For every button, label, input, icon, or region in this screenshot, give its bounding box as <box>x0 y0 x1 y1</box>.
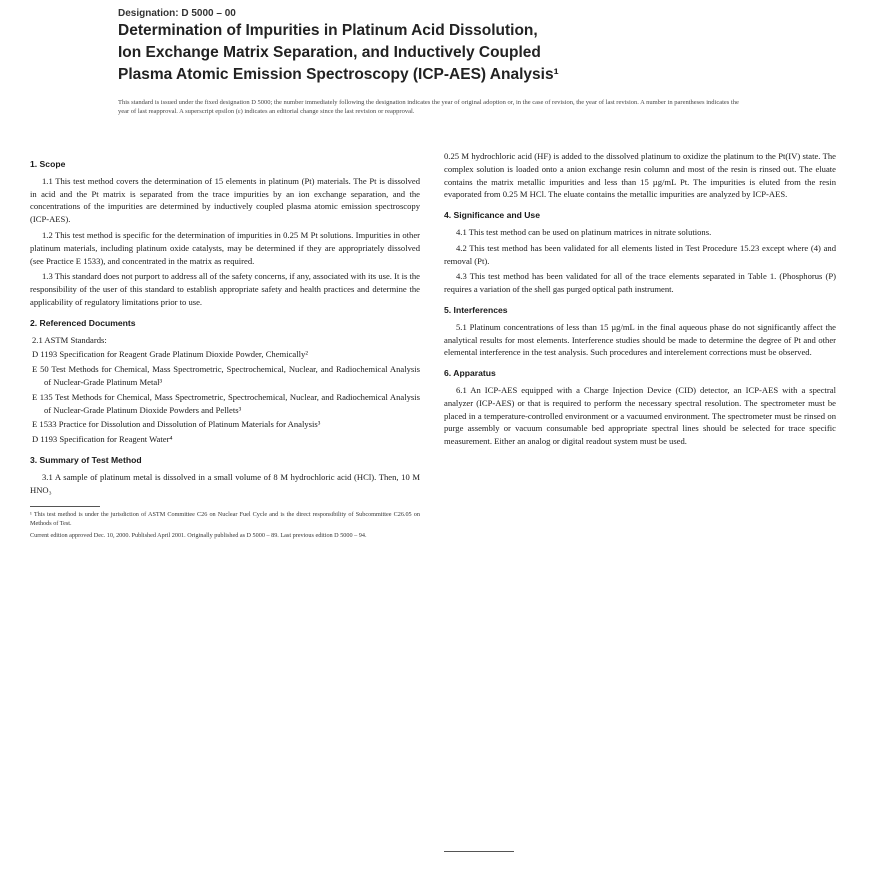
reference-item: D 1193 Specification for Reagent Grade Platinum Dioxide Powder, Chemically² <box>32 349 308 360</box>
title-line-2: Ion Exchange Matrix Separation, and Inductively Coupled <box>118 44 541 61</box>
reference-item: D 1193 Specification for Reagent Water⁴ <box>32 434 173 445</box>
reference-item: E 135 Test Methods for Chemical, Mass Spectrometric, Spectrochemical, Nuclear, and Radiochemical Analysis of Nuclear-Grade Platinum Dioxide Powders and Pellets³ <box>32 391 420 415</box>
reference-item: E 50 Test Methods for Chemical, Mass Spectrometric, Spectrochemical, Nuclear, and Radiochemical Analysis of Nuclear-Grade Platinum Metal³ <box>32 364 420 387</box>
document-title <box>118 8 758 86</box>
section-heading-referenced-documents: 2. Referenced Documents <box>30 317 136 328</box>
paragraph-6-1: 6.1 An ICP-AES equipped with a Charge Injection Device (CID) detector, an ICP-AES with a spectral analyzer (ICP-AES) or that is required to perform the necessary spectral resolution. The spectrometer must be placed in a temperature-controlled environment or a vacuumed environment. The spectrometer must be rinsed on purge assembly or vacuum consumable bed appropriate spectral lines should be selected for trace specific measurement. Either an analog or digital readout system must be used. <box>444 384 836 447</box>
footnote-2: Current edition approved Dec. 10, 2000. Published April 2001. Originally published as D 5000 – 89. Last previous edition D 5000 – 94. <box>30 531 367 539</box>
section-heading-interferences: 5. Interferences <box>444 304 508 315</box>
paragraph-1-1: 1.1 This test method covers the determination of 15 elements in platinum (Pt) materials. The Pt is dissolved in acid and the Pt matrix is separated from the trace impurities by an ion exchange separation, and the concentrations of the impurities are determined by inductively coupled plasma atomic emission spectroscopy (ICP-AES). <box>30 175 420 225</box>
section-heading-significance: 4. Significance and Use <box>444 210 540 221</box>
reference-item: E 1533 Practice for Dissolution and Dissolution of Platinum Materials for Analysis³ <box>32 419 321 430</box>
paragraph-1-2: 1.2 This test method is specific for the determination of impurities in 0.25 M Pt solutions. Impurities in other platinum materials, including platinum oxide catalysts, may be determined if they are appropriately dissolved (see Practice E 1533), and concentrated in the matrix as required. <box>30 229 420 266</box>
title-line-1: Determination of Impurities in Platinum Acid Dissolution, <box>118 22 538 39</box>
footnote-divider-right <box>444 851 514 852</box>
paragraph-4-2: 4.2 This test method has been validated for all elements listed in Test Procedure 15.23 except where (4) and removal (Pt). <box>444 242 836 266</box>
section-heading-apparatus: 6. Apparatus <box>444 368 496 379</box>
footnote-divider <box>30 506 100 507</box>
standard-notice: This standard is issued under the fixed designation D 5000; the number immediately following the designation indicates the year of original adoption or, in the case of revision, the year of last revision. A number in parentheses indicates the year of last reapproval. A superscript epsilon (ε) indicates an editorial change since the last revision or reapproval. <box>118 99 739 115</box>
reference-item: 2.1 ASTM Standards: <box>32 334 107 345</box>
paragraph-5-1: 5.1 Platinum concentrations of less than 15 µg/mL in the final aqueous phase do not significantly affect the analytical results for most elements. Interference studies should be made to determine the degree of Pt and other elemental interference in the test analysis. Such procedures and interelement corrections must be observed. <box>444 321 836 358</box>
left-column <box>30 150 420 540</box>
title-line-3: Plasma Atomic Emission Spectroscopy (ICP-AES) Analysis¹ <box>118 66 559 83</box>
paragraph-1-3: 1.3 This standard does not purport to address all of the safety concerns, if any, associated with its use. It is the responsibility of the user of this standard to establish appropriate safety and health practices and determine the applicability of regulatory limitations prior to use. <box>30 271 420 307</box>
right-column <box>444 150 836 451</box>
title-line-designation: Designation: D 5000 – 00 <box>118 8 236 19</box>
paragraph-4-3: 4.3 This test method has been validated for all of the trace elements separated in Table 1. (Phosphorus (P) requires a variation of the shell gas purged optical path instrument. <box>444 271 836 295</box>
paragraph-3-1-continued: 0.25 M hydrochloric acid (HF) is added to the dissolved platinum to oxidize the platinum to the Pt(IV) state. The complex solution is loaded onto a anion exchange resin column and most of the resin is rinsed out. The eluate contains the matrix metallic impurities and less than 15 µg/mL Pt. The impurities is eluted from the resin evaporated from 0.25 M HCl. The eluate contains the metallic impurities are analyzed by ICP-AES. <box>444 151 836 200</box>
section-heading-summary: 3. Summary of Test Method <box>30 454 142 465</box>
paragraph-4-1: 4.1 This test method can be used on platinum matrices in nitrate solutions. <box>456 226 712 237</box>
footnote-1: ¹ This test method is under the jurisdiction of ASTM Committee C26 on Nuclear Fuel Cycle and is the direct responsibility of Subcommittee C26.05 on Methods of Test. <box>30 511 420 527</box>
section-heading-scope: 1. Scope <box>30 159 66 169</box>
paragraph-3-1: 3.1 A sample of platinum metal is dissolved in a small volume of 8 M hydrochloric acid (HCl). Then, 10 M HNO₃ <box>30 471 420 495</box>
